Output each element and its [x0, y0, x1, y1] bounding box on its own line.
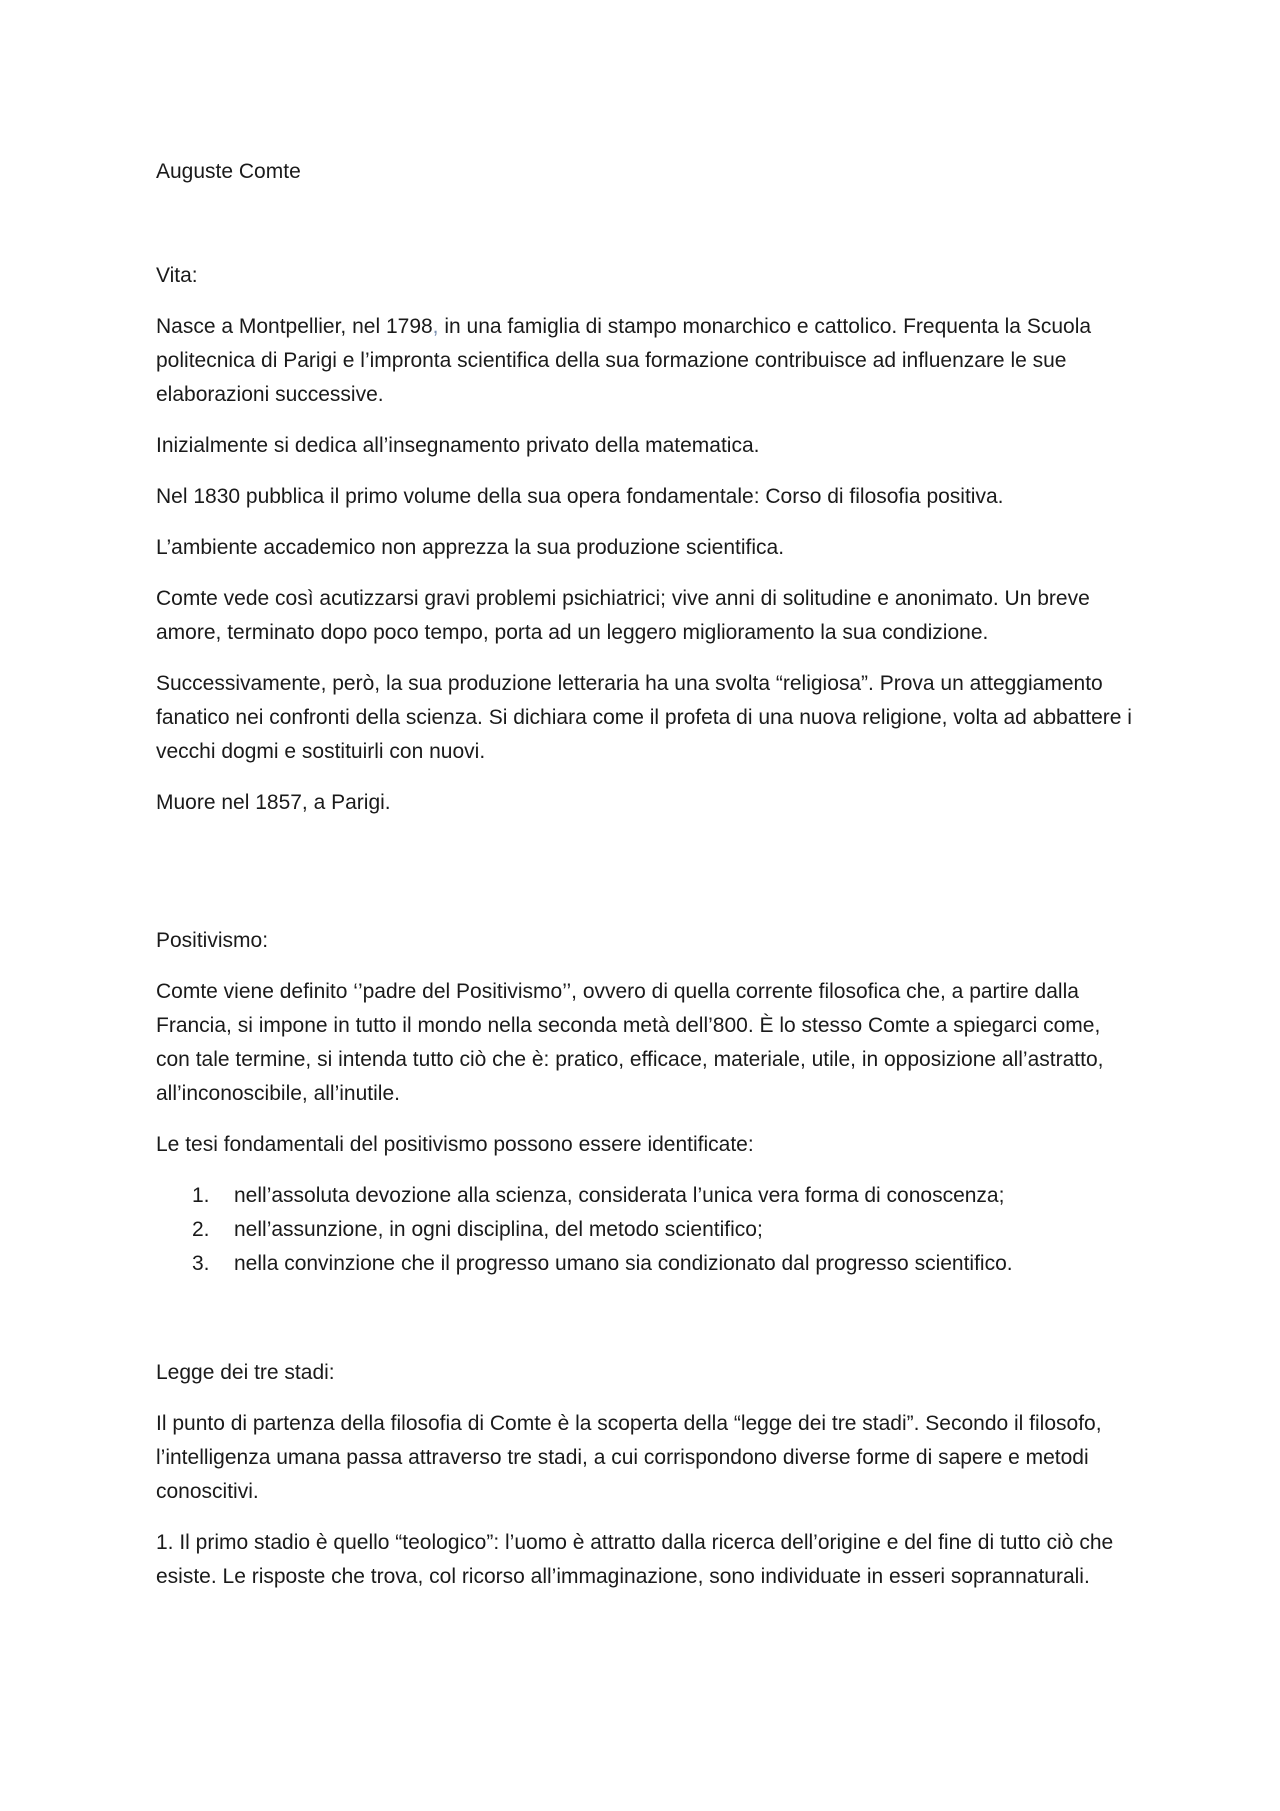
section-tre-stadi [156, 1356, 1136, 1594]
document-title: Auguste Comte [156, 160, 301, 183]
thesis-list [156, 1179, 1136, 1281]
vita-paragraph-4: L’ambiente accademico non apprezza la sua produzione scientifica. [156, 536, 785, 559]
list-item-text: nell’assoluta devozione alla scienza, considerata l’unica vera forma di conoscenza; [234, 1184, 1005, 1207]
positivismo-paragraph-1: Comte viene definito ‘’padre del Positivismo’’, ovvero di quella corrente filosofica che, a partire dalla Francia, si impone in tutto il mondo nella seconda metà dell’800. È lo stesso Comte a spiegarci come, con tale termine, si intenda tutto ciò che è: pratico, efficace, materiale, utile, in opposizione all’astratto, all’inconoscibile, all’inutile. [156, 980, 1104, 1105]
tre-stadi-paragraph-2: 1. Il primo stadio è quello “teologico”: l’uomo è attratto dalla ricerca dell’origine e del fine di tutto ciò che esiste. Le risposte che trova, col ricorso all’immaginazione, sono individuate in esseri soprannaturali. [156, 1531, 1114, 1588]
positivismo-paragraph-2: Le tesi fondamentali del positivismo possono essere identificate: [156, 1133, 754, 1156]
list-item-number: 1. [192, 1184, 210, 1207]
section-vita [156, 259, 1136, 820]
vita-paragraph-5: Comte vede così acutizzarsi gravi problemi psichiatrici; vive anni di solitudine e anonimato. Un breve amore, terminato dopo poco tempo, porta ad un leggero miglioramento la sua condizione. [156, 587, 1090, 644]
list-item-text: nell’assunzione, in ogni disciplina, del metodo scientifico; [234, 1218, 763, 1241]
vita-paragraph-1-text-a: Nasce a Montpellier, nel 1798 [156, 315, 433, 338]
vita-paragraph-3: Nel 1830 pubblica il primo volume della sua opera fondamentale: Corso di filosofia positiva. [156, 485, 1004, 508]
list-item-number: 2. [192, 1218, 210, 1241]
section-heading-tre-stadi: Legge dei tre stadi: [156, 1361, 335, 1384]
vita-paragraph-1 [156, 310, 1136, 412]
section-positivismo [156, 924, 1136, 1281]
vita-paragraph-1-text-b: in una famiglia di stampo monarchico e cattolico. Frequenta la Scuola politecnica di Parigi e l’impronta scientifica della sua formazione contribuisce ad influenzare le sue elaborazioni successive. [156, 315, 1092, 406]
vita-paragraph-1-comma: , [432, 315, 439, 338]
list-item [156, 1247, 1136, 1281]
list-item [156, 1179, 1136, 1213]
list-item-text: nella convinzione che il progresso umano sia condizionato dal progresso scientifico. [234, 1252, 1013, 1275]
tre-stadi-paragraph-1: Il punto di partenza della filosofia di Comte è la scoperta della “legge dei tre stadi”. Secondo il filosofo, l’intelligenza umana passa attraverso tre stadi, a cui corrispondono diverse forme di sapere e metodi conoscitivi. [156, 1412, 1102, 1503]
vita-paragraph-7: Muore nel 1857, a Parigi. [156, 791, 391, 814]
list-item [156, 1213, 1136, 1247]
section-heading-vita: Vita: [156, 264, 198, 287]
list-item-number: 3. [192, 1252, 210, 1275]
section-heading-positivismo: Positivismo: [156, 929, 269, 952]
vita-paragraph-2: Inizialmente si dedica all’insegnamento privato della matematica. [156, 434, 760, 457]
vita-paragraph-6: Successivamente, però, la sua produzione letteraria ha una svolta “religiosa”. Prova un atteggiamento fanatico nei confronti della scienza. Si dichiara come il profeta di una nuova religione, volta ad abbattere i vecchi dogmi e sostituirli con nuovi. [156, 672, 1132, 763]
